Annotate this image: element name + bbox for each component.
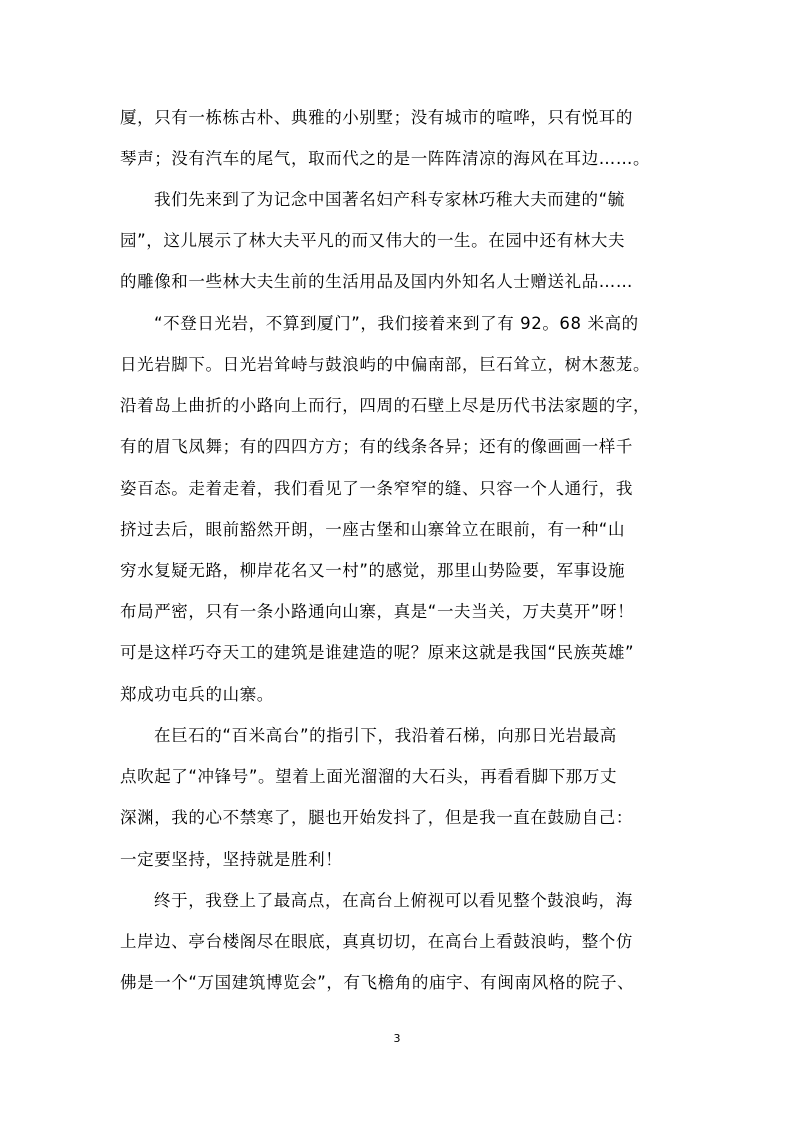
- text-line: 有的眉飞凤舞；有的四四方方；有的线条各异；还有的像画画一样千: [120, 437, 633, 456]
- text-line: 深渊，我的心不禁寒了，腿也开始发抖了，但是我一直在鼓励自己：: [120, 808, 633, 827]
- text-line: 点吹起了“冲锋号”。望着上面光溜溜的大石头，再看看脚下那万丈: [120, 767, 618, 786]
- text-line: 姿百态。走着走着，我们看见了一条窄窄的缝、只容一个人通行，我: [120, 479, 633, 498]
- text-line: 沿着岛上曲折的小路向上而行，四周的石壁上尽是历代书法家题的字，: [120, 396, 651, 415]
- text-line: 一定要坚持，坚持就是胜利！: [120, 850, 343, 869]
- text-line: “不登日光岩，不算到厦门”，我们接着来到了有 92。68 米高的: [154, 314, 639, 333]
- text-line: 厦，只有一栋栋古朴、典雅的小别墅；没有城市的喧哗，只有悦耳的: [120, 108, 633, 127]
- page-number: 3: [393, 1032, 401, 1045]
- text-line: 佛是一个“万国建筑博览会”，有飞檐角的庙宇、有闽南风格的院子、: [120, 973, 635, 992]
- text-line: 园”，这儿展示了林大夫平凡的而又伟大的一生。在园中还有林大夫: [120, 231, 626, 250]
- text-line: 日光岩脚下。日光岩耸峙与鼓浪屿的中偏南部，巨石耸立，树木葱茏。: [120, 355, 651, 374]
- text-line: 在巨石的“百米高台”的指引下，我沿着石梯，向那日光岩最高: [154, 726, 617, 745]
- text-line: 郑成功屯兵的山寨。: [120, 685, 274, 704]
- text-line: 可是这样巧夺天工的建筑是谁建造的呢？原来这就是我国“民族英雄”: [120, 643, 635, 662]
- text-line: 布局严密，只有一条小路通向山寨，真是“一夫当关，万夫莫开”呀！: [120, 602, 635, 621]
- text-line: 挤过去后，眼前豁然开朗，一座古堡和山寨耸立在眼前，有一种“山: [120, 520, 626, 539]
- text-line: 终于，我登上了最高点，在高台上俯视可以看见整个鼓浪屿，海: [154, 891, 633, 910]
- text-line: 上岸边、亭台楼阁尽在眼底，真真切切，在高台上看鼓浪屿，整个仿: [120, 932, 633, 951]
- text-line: 穷水复疑无路，柳岸花名又一村”的感觉，那里山势险要，军事设施: [120, 561, 626, 580]
- text-line: 的雕像和一些林大夫生前的生活用品及国内外知名人士赠送礼品……: [120, 272, 633, 291]
- text-line: 琴声；没有汽车的尾气，取而代之的是一阵阵清凉的海风在耳边……。: [120, 149, 651, 168]
- text-line: 我们先来到了为记念中国著名妇产科专家林巧稚大夫而建的“毓: [154, 190, 625, 209]
